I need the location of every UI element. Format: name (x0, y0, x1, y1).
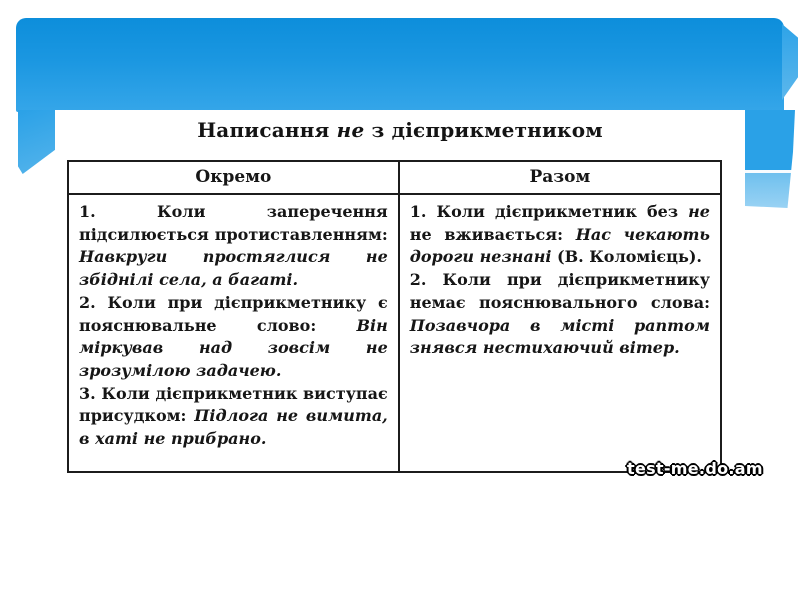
rule-item-1 (410, 201, 710, 269)
watermark: test-me.do.am (627, 459, 763, 478)
rule-example: Позавчора в місті раптом знявся нестихаючий вітер. (409, 315, 710, 358)
rule-item-2 (79, 292, 388, 383)
rule-example: Навкруги простяглися не збіднілі села, а багаті. (79, 247, 388, 290)
rule-example: Нас чекають дороги незнані (409, 224, 710, 267)
rule-text: не вживається: (409, 224, 576, 244)
rule-text: 1. Коли заперечення підсилюється протиставленням: (79, 202, 388, 244)
rule-text: 2. Коли при дієприкметнику є пояснювальне слово: (79, 292, 388, 335)
table-body-row (69, 195, 720, 471)
rule-item-2 (410, 269, 710, 360)
column-header-okremo: Окремо (69, 162, 398, 195)
table-header-row (69, 162, 720, 195)
page-title (55, 118, 745, 142)
right-ribbon-fold-shape (745, 110, 795, 210)
okremo-cell (69, 195, 398, 471)
title-segment-italic-ne: не (336, 118, 365, 142)
rule-text: 1. Коли дієприкметник без (409, 202, 689, 221)
rule-text: 2. Коли при дієприкметнику немає пояснювального слова: (409, 270, 710, 312)
rule-item-3 (79, 383, 388, 451)
rule-attribution: (В. Коломієць). (551, 247, 702, 267)
top-banner-shape (16, 18, 784, 112)
rule-example: Він міркував над зовсім не зрозумілою задачею. (79, 315, 388, 381)
title-segment: з дієприкметником (364, 118, 603, 142)
rule-ne-italic: не (688, 202, 710, 221)
content-panel (55, 110, 745, 495)
rule-item-1 (79, 201, 388, 292)
column-header-razom: Разом (398, 162, 720, 195)
rule-text: 3. Коли дієприкметник виступає присудком: (79, 383, 388, 426)
razom-cell (398, 195, 720, 471)
banner-corner-flap-shape (782, 24, 798, 100)
left-ribbon-fold-shape (18, 110, 57, 174)
rule-example: Підлога не вимита, в хаті не прибрано. (79, 406, 388, 449)
title-segment: Написання (197, 118, 337, 142)
grammar-table (67, 160, 722, 473)
